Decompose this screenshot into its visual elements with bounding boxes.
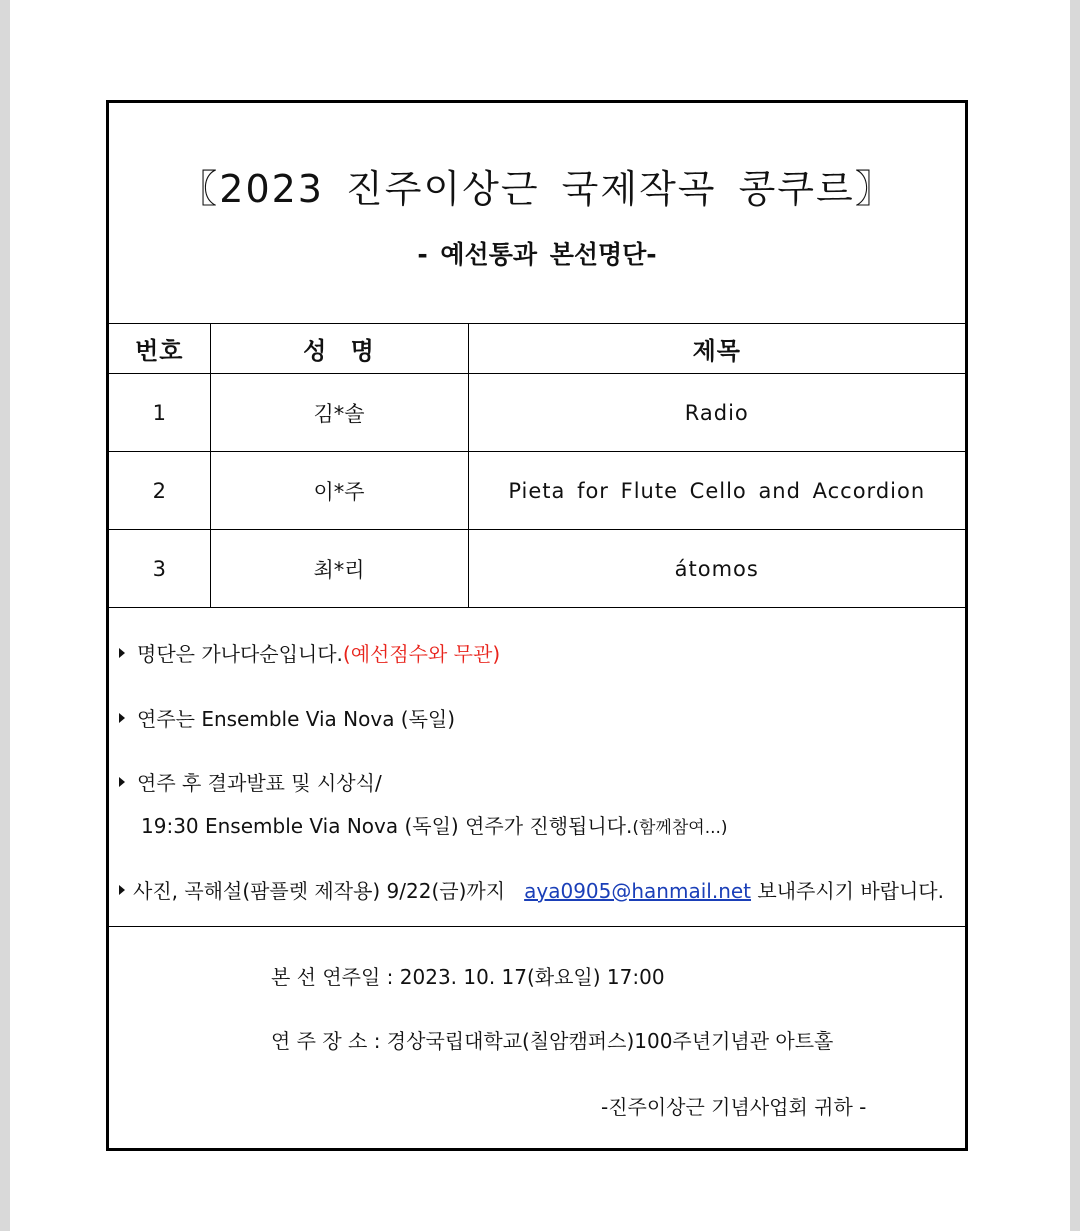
document-frame xyxy=(106,100,968,1151)
note-ceremony-small-text: (함께참여...) xyxy=(632,818,728,838)
notes-section xyxy=(109,609,965,927)
row-title: Radio xyxy=(468,374,965,452)
note-submission-after-text: 보내주시기 바랍니다. xyxy=(757,879,944,903)
note-ensemble xyxy=(119,703,455,732)
page-title: 〖2023 진주이상근 국제작곡 콩쿠르〗 xyxy=(179,167,895,211)
note-order-red-text: (예선점수와 무관) xyxy=(342,642,501,666)
page-edge-right xyxy=(1070,0,1080,1231)
event-venue: 연 주 장 소 : 경상국립대학교(칠암캠퍼스)100주년기념관 아트홀 xyxy=(271,1029,834,1053)
signature: -진주이상근 기념사업회 귀하 - xyxy=(601,1095,867,1119)
bullet-icon xyxy=(119,713,125,723)
page-edge-left xyxy=(0,0,10,1231)
row-number: 3 xyxy=(109,530,210,608)
row-title: átomos xyxy=(468,530,965,608)
note-ceremony-line2 xyxy=(141,810,728,839)
bullet-icon xyxy=(119,885,125,895)
page-subtitle: - 예선통과 본선명단- xyxy=(417,240,657,269)
bullet-icon xyxy=(119,648,125,658)
email-link[interactable]: aya0905@hanmail.net xyxy=(524,879,752,903)
note-ceremony-line1: 연주 후 결과발표 및 시상식/ xyxy=(137,771,382,795)
row-number: 1 xyxy=(109,374,210,452)
table-row xyxy=(109,452,965,530)
column-header-title: 제목 xyxy=(468,324,965,374)
column-header-name: 성 명 xyxy=(210,324,468,374)
title-section xyxy=(109,103,965,325)
row-title: Pieta for Flute Cello and Accordion xyxy=(468,452,965,530)
column-header-number: 번호 xyxy=(109,324,210,374)
table-header-row xyxy=(109,324,965,374)
finalists-table xyxy=(109,323,965,608)
note-ceremony xyxy=(119,767,382,796)
row-number: 2 xyxy=(109,452,210,530)
note-submission-text: 사진, 곡해설(팜플렛 제작용) 9/22(금)까지 xyxy=(133,879,506,903)
note-ceremony-line2-text: 19:30 Ensemble Via Nova (독일) 연주가 진행됩니다. xyxy=(141,814,633,838)
row-name: 김*솔 xyxy=(210,374,468,452)
note-order-text: 명단은 가나다순입니다. xyxy=(137,642,343,666)
bullet-icon xyxy=(119,777,125,787)
table-row xyxy=(109,530,965,608)
row-name: 최*리 xyxy=(210,530,468,608)
note-submission xyxy=(119,875,944,904)
note-order xyxy=(119,638,500,667)
row-name: 이*주 xyxy=(210,452,468,530)
event-date: 본 선 연주일 : 2023. 10. 17(화요일) 17:00 xyxy=(271,965,665,989)
table-row xyxy=(109,374,965,452)
note-ensemble-text: 연주는 Ensemble Via Nova (독일) xyxy=(137,707,456,731)
